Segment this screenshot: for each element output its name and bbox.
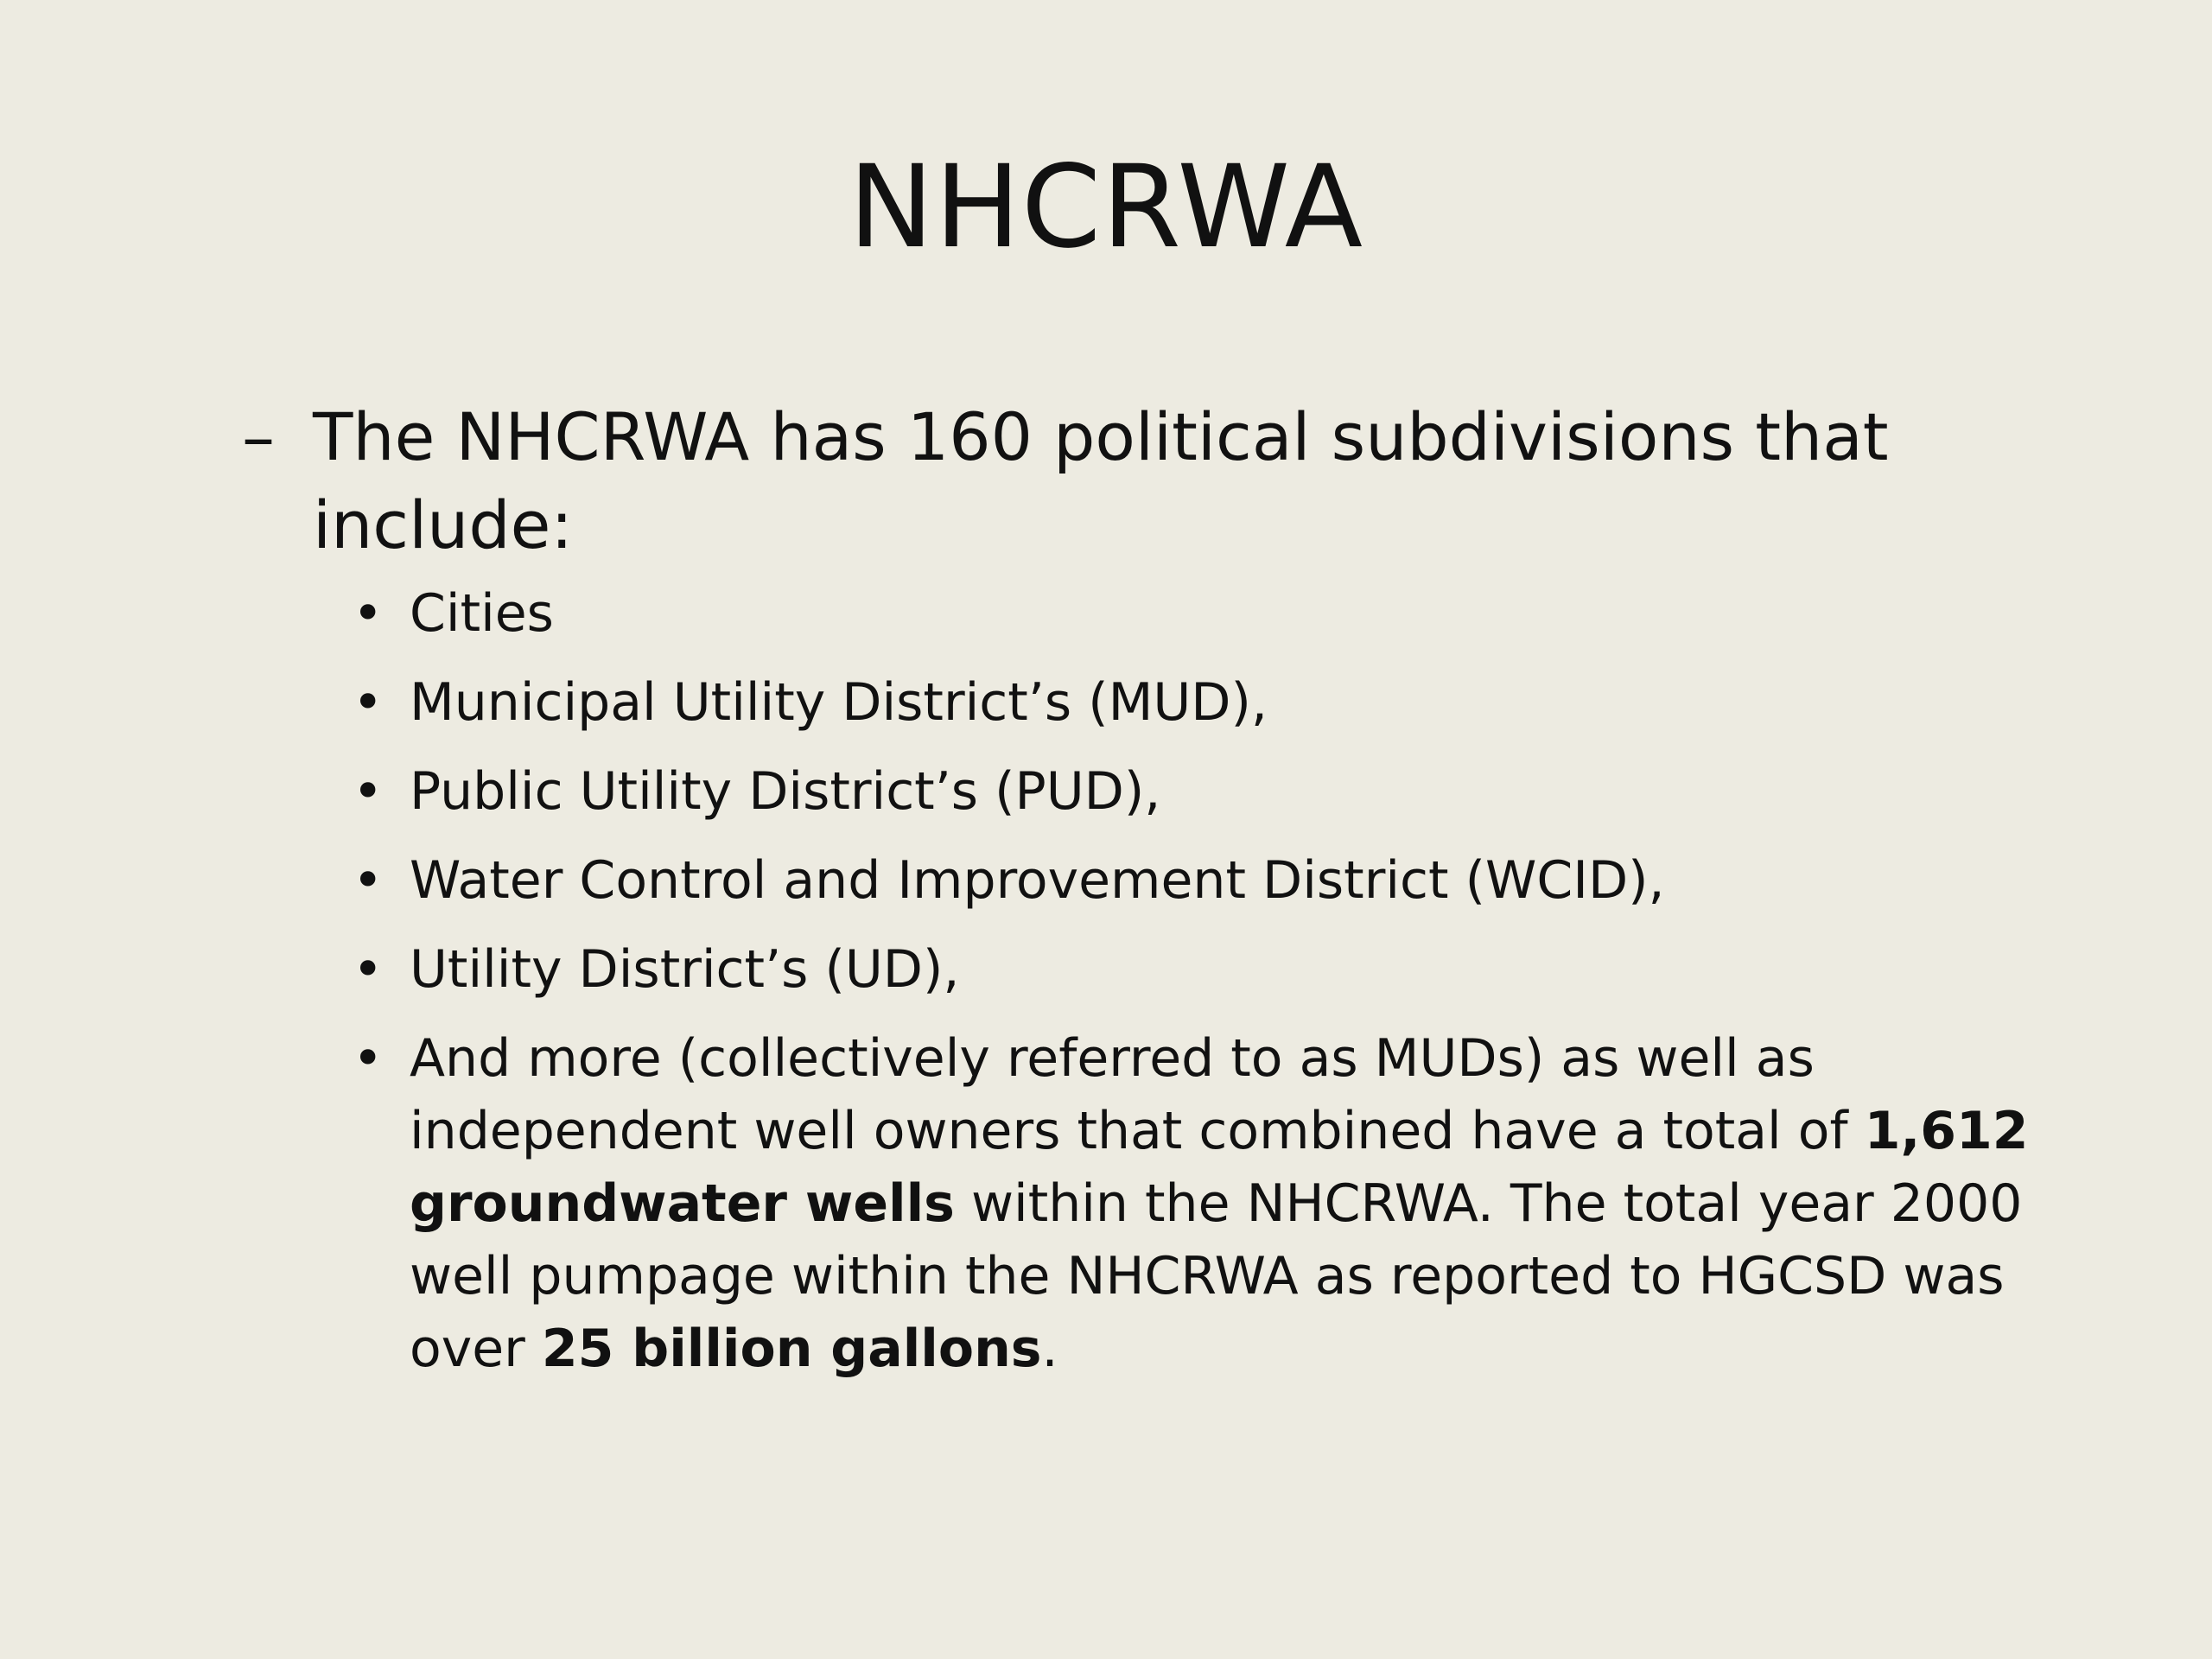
bullet-text: Cities (410, 583, 554, 644)
bullet-icon: • (353, 939, 384, 1000)
bullet-list (353, 577, 2133, 1402)
slide-title: NHCRWA (848, 141, 1364, 274)
list-item (353, 666, 2133, 739)
bold-wells-count: 1,612 groundwater wells (410, 1101, 2029, 1234)
bullet-icon: • (353, 1028, 384, 1089)
list-item (353, 577, 2133, 650)
bullet-icon: • (353, 583, 384, 644)
list-item (353, 844, 2133, 917)
bullet-text-part: And more (collectively referred to as MUDs) as well as independent well owners that combined have a total of (410, 1028, 1865, 1161)
level1-item (242, 393, 1970, 569)
bullet-icon: • (353, 761, 384, 822)
bullet-icon: • (353, 672, 384, 733)
list-item (353, 755, 2133, 828)
level1-text: The NHCRWA has 160 political subdivisions that include: (313, 398, 1889, 563)
bullet-text: Utility District’s (UD), (410, 939, 960, 1000)
bullet-text: Water Control and Improvement District (WCID), (410, 850, 1665, 911)
bullet-icon: • (353, 850, 384, 911)
list-item (353, 933, 2133, 1006)
bold-gallons-total: 25 billion gallons (541, 1319, 1042, 1379)
bullet-text-part: . (1041, 1319, 1058, 1379)
bullet-text: Municipal Utility District’s (MUD), (410, 672, 1268, 733)
list-item (353, 1022, 2133, 1385)
bullet-text-part: within the NHCRWA. The total year 2000 well pumpage within the NHCRWA as reported to HGCSD was over (410, 1173, 2023, 1379)
dash-bullet-icon: – (242, 398, 275, 475)
bullet-text: Public Utility District’s (PUD), (410, 761, 1161, 822)
